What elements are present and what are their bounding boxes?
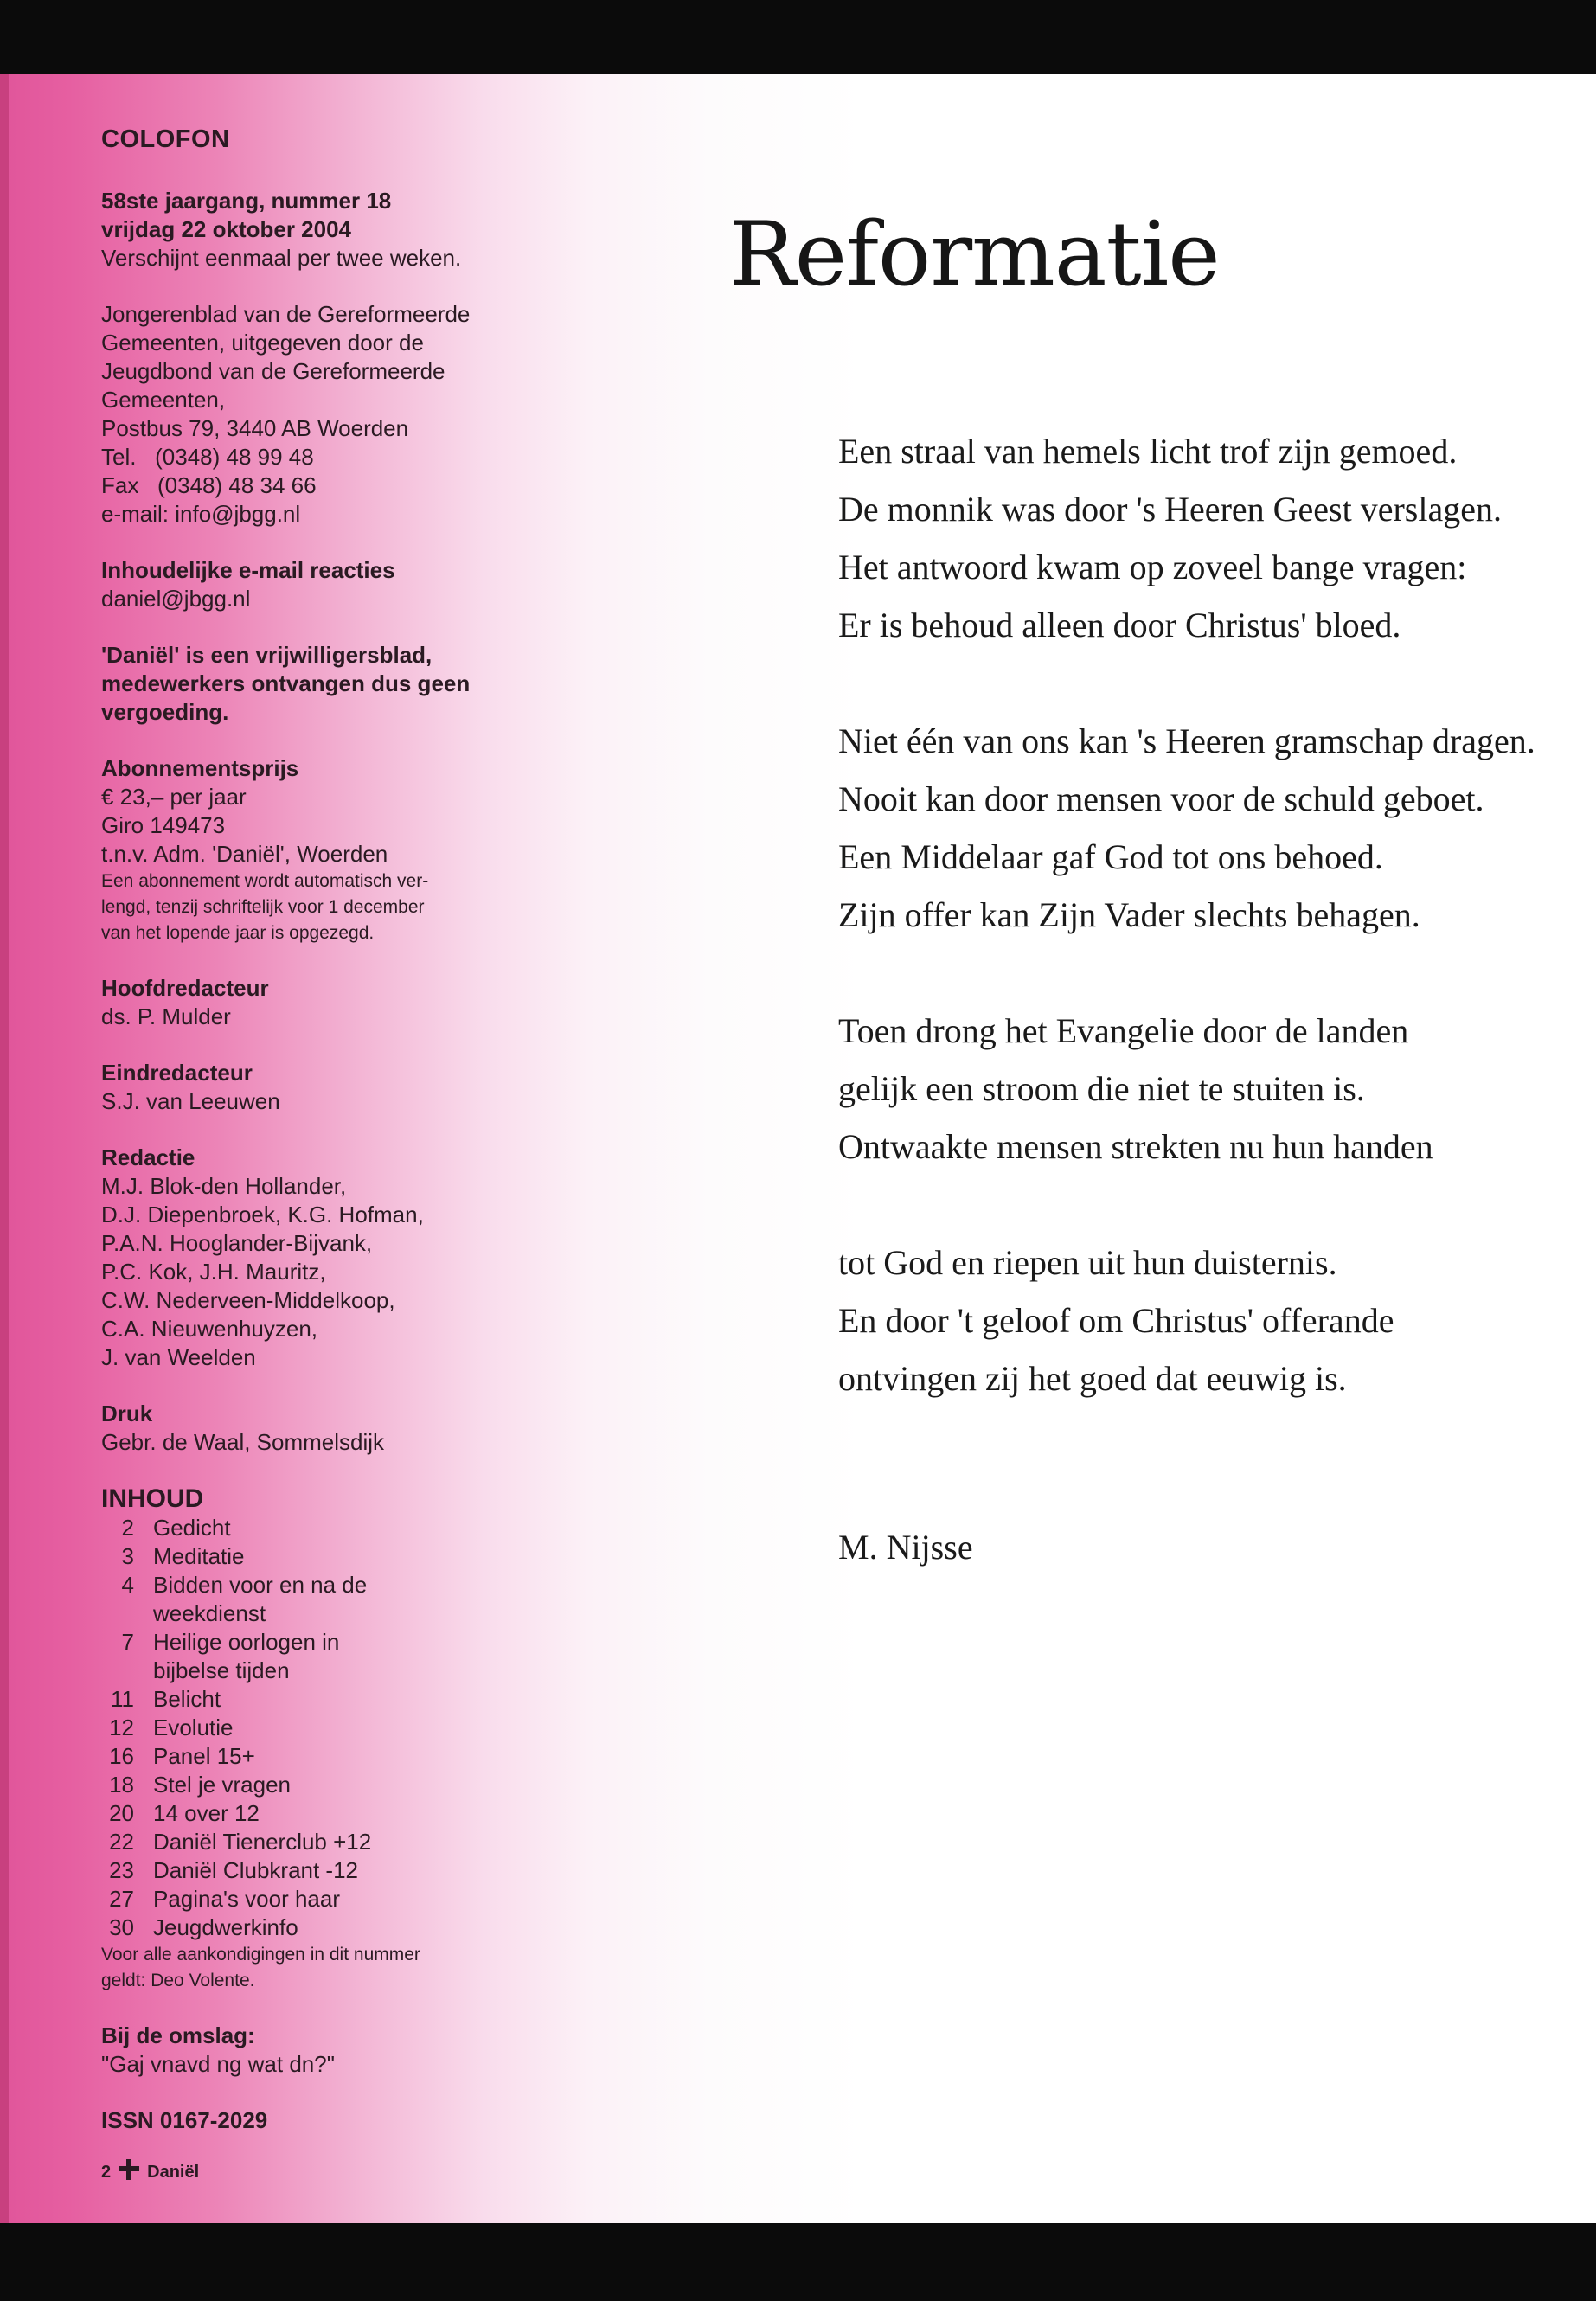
poem-stanza xyxy=(838,1234,1582,1407)
contents-item-title xyxy=(153,1571,367,1628)
scan-border-top xyxy=(0,0,1596,74)
publisher-line: Jongerenblad van de Gereformeerde xyxy=(101,301,471,327)
editorial-name: M.J. Blok-den Hollander, xyxy=(101,1173,347,1199)
contents-page-number: 18 xyxy=(109,1772,134,1798)
poem-line: Zijn offer kan Zijn Vader slechts behagen. xyxy=(838,895,1420,934)
contents-page-number: 2 xyxy=(121,1515,134,1541)
editorial-heading: Redactie xyxy=(101,1144,195,1170)
print-heading: Druk xyxy=(101,1400,153,1426)
contents-note-line: Voor alle aankondigingen in dit nummer xyxy=(101,1945,420,1965)
contents-section xyxy=(101,1484,516,1994)
contents-title-line: Gedicht xyxy=(153,1515,231,1541)
poem-line: Er is behoud alleen door Christus' bloed. xyxy=(838,606,1401,644)
poem-stanza xyxy=(838,712,1582,944)
contents-title-line: Belicht xyxy=(153,1686,221,1712)
print-name: Gebr. de Waal, Sommelsdijk xyxy=(101,1429,385,1455)
subscription-note-line: lengd, tenzij schriftelijk voor 1 december xyxy=(101,897,425,917)
issue-info xyxy=(101,187,516,272)
cover-info xyxy=(101,2022,516,2079)
contents-item-title xyxy=(153,1714,234,1742)
scan-border-bottom xyxy=(0,2223,1596,2301)
contents-page-number: 27 xyxy=(109,1886,134,1912)
subscription-giro: Giro 149473 xyxy=(101,812,226,838)
editorial-name: C.A. Nieuwenhuyzen, xyxy=(101,1316,318,1342)
editorial-name: P.A.N. Hooglander-Bijvank, xyxy=(101,1230,373,1256)
poem-stanza xyxy=(838,422,1582,654)
magazine-name: Daniël xyxy=(147,2162,200,2182)
subscription-note-line: van het lopende jaar is opgezegd. xyxy=(101,923,375,943)
subscription-price: € 23,– per jaar xyxy=(101,784,247,810)
page-footer xyxy=(101,2158,199,2186)
publisher-address: Postbus 79, 3440 AB Woerden xyxy=(101,415,409,441)
page-number: 2 xyxy=(101,2162,112,2182)
contents-item-title xyxy=(153,1514,231,1542)
final-editor-info xyxy=(101,1059,516,1116)
volunteer-line: vergoeding. xyxy=(101,699,229,725)
contents-title-line: Daniël Clubkrant -12 xyxy=(153,1857,359,1883)
contents-page-number: 3 xyxy=(121,1543,134,1569)
contents-item xyxy=(101,1828,516,1856)
contents-item xyxy=(101,1714,516,1742)
poem-line: gelijk een stroom die niet te stuiten is. xyxy=(838,1069,1365,1108)
poem-line: De monnik was door 's Heeren Geest verslagen. xyxy=(838,490,1502,529)
contents-title-line: Bidden voor en na de xyxy=(153,1572,368,1598)
final-editor-name: S.J. van Leeuwen xyxy=(101,1088,280,1114)
publisher-line: Gemeenten, xyxy=(101,387,226,413)
contents-item xyxy=(101,1542,516,1571)
contents-title-line: Stel je vragen xyxy=(153,1772,291,1798)
magazine-page xyxy=(0,74,1596,2223)
cross-icon xyxy=(118,2158,140,2186)
contents-item-title xyxy=(153,1856,358,1885)
cover-heading: Bij de omslag: xyxy=(101,2022,255,2048)
contents-page-number: 7 xyxy=(121,1629,134,1655)
poem-line: Ontwaakte mensen strekten nu hun handen xyxy=(838,1127,1433,1166)
subscription-heading: Abonnementsprijs xyxy=(101,755,299,781)
print-info xyxy=(101,1400,516,1457)
issn-number: ISSN 0167-2029 xyxy=(101,2107,268,2133)
poem-author: M. Nijsse xyxy=(838,1528,973,1567)
contents-item-title xyxy=(153,1771,291,1799)
poem-line: ontvingen zij het goed dat eeuwig is. xyxy=(838,1359,1347,1398)
editorial-name: C.W. Nederveen-Middelkoop, xyxy=(101,1287,395,1313)
contents-item-title xyxy=(153,1913,298,1942)
reactions-info xyxy=(101,556,516,613)
reactions-heading: Inhoudelijke e-mail reacties xyxy=(101,557,395,583)
contents-item xyxy=(101,1571,516,1628)
chief-editor-name: ds. P. Mulder xyxy=(101,1003,231,1029)
contents-item xyxy=(101,1685,516,1714)
contents-item xyxy=(101,1885,516,1913)
editorial-name: J. van Weelden xyxy=(101,1344,256,1370)
subscription-info xyxy=(101,754,516,946)
contents-item xyxy=(101,1856,516,1885)
contents-title-line: Evolutie xyxy=(153,1715,234,1740)
poem-line: Een straal van hemels licht trof zijn gemoed. xyxy=(838,432,1458,471)
colofon-column xyxy=(101,125,516,2163)
poem-line: tot God en riepen uit hun duisternis. xyxy=(838,1243,1337,1282)
issue-volume: 58ste jaargang, nummer 18 xyxy=(101,188,392,214)
contents-title-line: weekdienst xyxy=(153,1600,266,1626)
contents-page-number: 23 xyxy=(109,1857,134,1883)
poem-line: Toen drong het Evangelie door de landen xyxy=(838,1011,1409,1050)
contents-title-line: Pagina's voor haar xyxy=(153,1886,340,1912)
poem-stanza xyxy=(838,1002,1582,1176)
publisher-email: e-mail: info@jbgg.nl xyxy=(101,501,301,527)
contents-page-number: 16 xyxy=(109,1743,134,1769)
contents-page-number: 4 xyxy=(121,1572,134,1598)
editorial-info xyxy=(101,1144,516,1372)
contents-item xyxy=(101,1913,516,1942)
contents-title-line: Meditatie xyxy=(153,1543,245,1569)
chief-editor-info xyxy=(101,974,516,1031)
subscription-note-line: Een abonnement wordt automatisch ver- xyxy=(101,871,429,891)
issue-date: vrijdag 22 oktober 2004 xyxy=(101,216,352,242)
contents-item-title xyxy=(153,1742,255,1771)
publisher-line: Gemeenten, uitgegeven door de xyxy=(101,330,424,356)
publisher-fax: Fax (0348) 48 34 66 xyxy=(101,472,317,498)
contents-item xyxy=(101,1799,516,1828)
contents-title-line: Heilige oorlogen in xyxy=(153,1629,340,1655)
cover-text: "Gaj vnavd ng wat dn?" xyxy=(101,2051,335,2077)
contents-page-number: 22 xyxy=(109,1829,134,1855)
publisher-phone: Tel. (0348) 48 99 48 xyxy=(101,444,314,470)
contents-item-title xyxy=(153,1885,340,1913)
poem-line: Het antwoord kwam op zoveel bange vragen: xyxy=(838,548,1467,586)
poem-line: En door 't geloof om Christus' offerande xyxy=(838,1301,1394,1340)
volunteer-line: 'Daniël' is een vrijwilligersblad, xyxy=(101,642,433,668)
reactions-email: daniel@jbgg.nl xyxy=(101,586,251,612)
contents-item-title xyxy=(153,1628,339,1685)
contents-title-line: Daniël Tienerclub +12 xyxy=(153,1829,372,1855)
contents-item-title xyxy=(153,1828,371,1856)
volunteer-note xyxy=(101,641,516,727)
poem-line: Een Middelaar gaf God tot ons behoed. xyxy=(838,837,1383,876)
issn-info xyxy=(101,2106,516,2135)
contents-page-number: 30 xyxy=(109,1914,134,1940)
contents-title-line: Jeugdwerkinfo xyxy=(153,1914,298,1940)
contents-item-title xyxy=(153,1685,221,1714)
poem-line: Niet één van ons kan 's Heeren gramschap dragen. xyxy=(838,721,1535,760)
contents-item-title xyxy=(153,1542,245,1571)
cross-icon-graphic xyxy=(118,2158,140,2181)
poem-title: Reformatie xyxy=(729,203,1220,306)
colofon-title: COLOFON xyxy=(101,125,230,153)
subscription-account: t.n.v. Adm. 'Daniël', Woerden xyxy=(101,841,388,867)
poem-line: Nooit kan door mensen voor de schuld geboet. xyxy=(838,779,1484,818)
contents-title-line: Panel 15+ xyxy=(153,1743,255,1769)
publisher-info xyxy=(101,300,516,529)
contents-page-number: 12 xyxy=(109,1715,134,1740)
contents-item xyxy=(101,1628,516,1685)
contents-note-line: geldt: Deo Volente. xyxy=(101,1971,255,1990)
issue-frequency: Verschijnt eenmaal per twee weken. xyxy=(101,245,462,271)
publisher-line: Jeugdbond van de Gereformeerde xyxy=(101,358,445,384)
poem-body xyxy=(838,422,1582,1465)
contents-item xyxy=(101,1771,516,1799)
chief-editor-heading: Hoofdredacteur xyxy=(101,975,269,1001)
contents-heading: INHOUD xyxy=(101,1484,204,1513)
editorial-name: D.J. Diepenbroek, K.G. Hofman, xyxy=(101,1202,424,1227)
contents-list xyxy=(101,1514,516,1942)
final-editor-heading: Eindredacteur xyxy=(101,1060,253,1086)
contents-title-line: 14 over 12 xyxy=(153,1800,260,1826)
contents-page-number: 20 xyxy=(109,1800,134,1826)
volunteer-line: medewerkers ontvangen dus geen xyxy=(101,670,471,696)
contents-item xyxy=(101,1514,516,1542)
editorial-name: P.C. Kok, J.H. Mauritz, xyxy=(101,1259,326,1285)
contents-page-number: 11 xyxy=(111,1686,134,1712)
contents-item-title xyxy=(153,1799,260,1828)
contents-item xyxy=(101,1742,516,1771)
contents-title-line: bijbelse tijden xyxy=(153,1657,290,1683)
